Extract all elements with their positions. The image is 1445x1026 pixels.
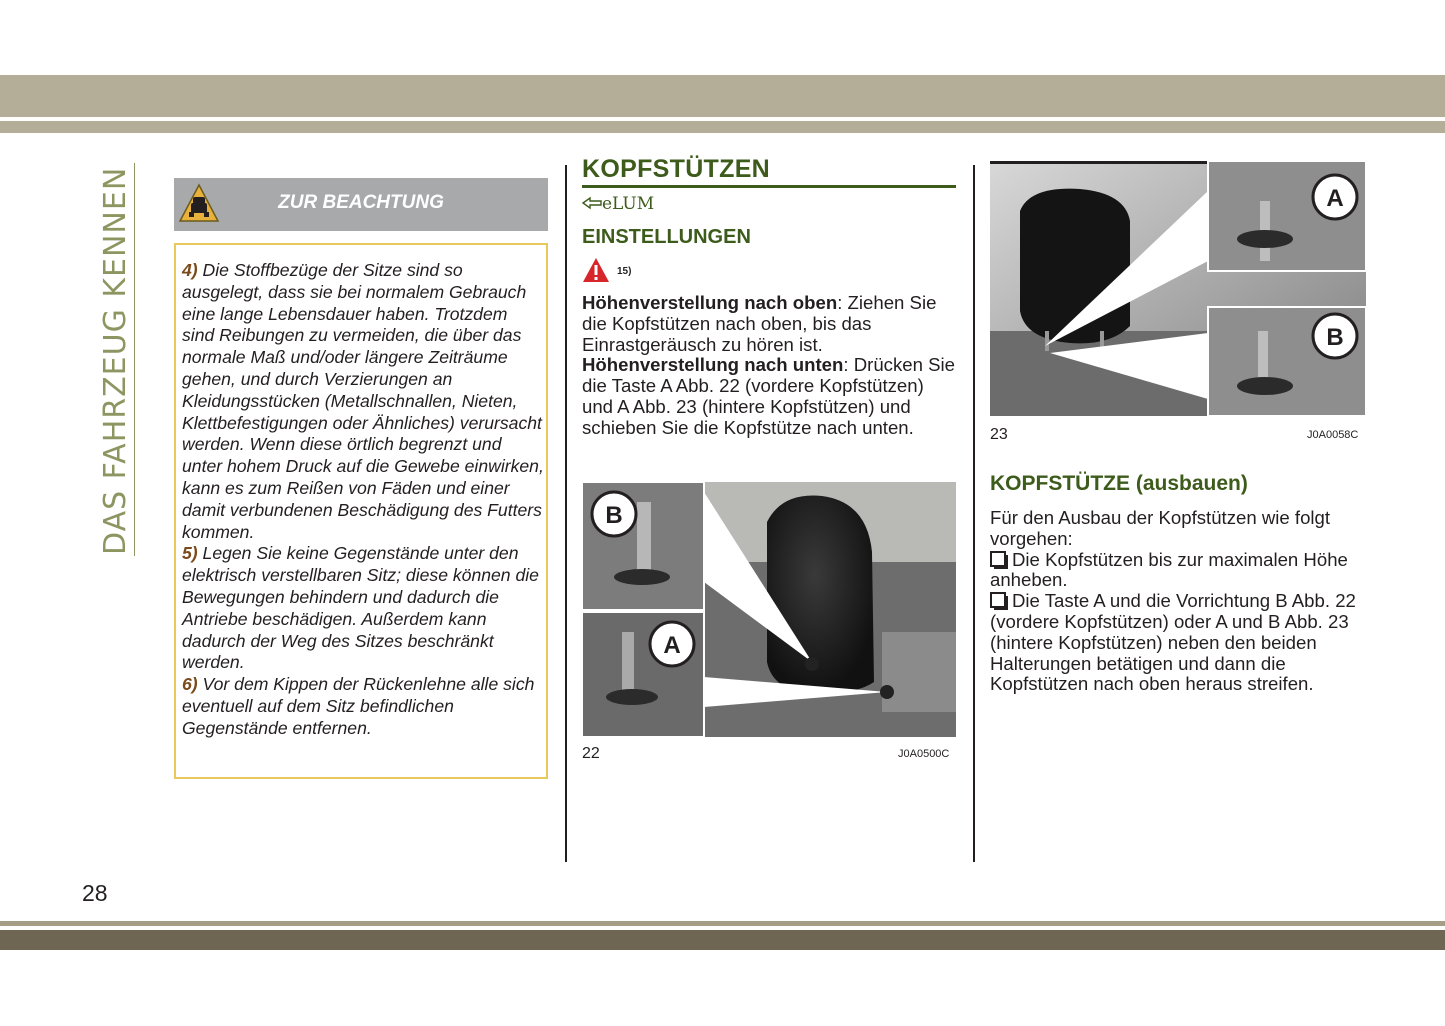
warning-title: ZUR BEACHTUNG [278, 192, 444, 213]
figure-22-photo [582, 482, 956, 737]
warning-text [182, 260, 544, 740]
bottom-band-thin [0, 921, 1445, 926]
checkbox-bullet-icon [990, 551, 1006, 567]
column-divider [565, 165, 567, 862]
figure-23-number: 23 [990, 426, 1008, 443]
paragraph: Höhenverstellung nach oben: Ziehen Sie die Kopfstützen nach oben, bis das Einrastgeräusch zu hören ist. [582, 292, 937, 355]
figure-23-label-a: A [1326, 185, 1344, 212]
subheading: EINSTELLUNGEN [582, 226, 751, 248]
danger-reference: 15) [617, 266, 632, 277]
warning-item: 6) Vor dem Kippen der Rückenlehne alle sich eventuell auf dem Sitz befindlichen Gegenstände entfernen. [182, 674, 535, 738]
section-side-title: DAS FAHRZEUG KENNEN [98, 166, 133, 555]
page-number: 28 [82, 880, 108, 906]
list-item: Die Kopfstützen bis zur maximalen Höhe anheben. [990, 548, 1348, 591]
elum-icon: eLUM [582, 194, 654, 214]
side-rule [134, 163, 135, 556]
list-item: Die Taste A und die Vorrichtung B Abb. 22 (vordere Kopfstützen) oder A und B Abb. 23 (hintere Kopfstützen) neben den beiden Halterungen betätigen und dann die Kopfstützen nach oben heraus streifen. [990, 590, 1356, 695]
figure-22-label-a: A [663, 632, 681, 659]
checkbox-bullet-icon [990, 592, 1006, 608]
adjust-instructions [582, 293, 958, 439]
figure-22-code: J0A0500C [898, 748, 950, 760]
heading-rule [582, 185, 956, 188]
paragraph: Höhenverstellung nach unten: Drücken Sie die Taste A Abb. 22 (vordere Kopfstützen) und A Abb. 23 (hintere Kopfstützen) und schieben Sie die Kopfstütze nach unten. [582, 354, 955, 438]
paragraph: Für den Ausbau der Kopfstützen wie folgt vorgehen: [990, 507, 1331, 549]
section-heading: KOPFSTÜTZEN [582, 155, 771, 183]
figure-22-label-b: B [605, 502, 623, 529]
danger-warning-icon [582, 257, 610, 283]
removal-heading: KOPFSTÜTZE (ausbauen) [990, 472, 1248, 495]
warning-item: 5) Legen Sie keine Gegenstände unter den elektrisch verstellbaren Sitz; diese können die Bewegungen behindern und dadurch die Antriebe beschädigen. Außerdem kann dadurch der Weg des Sitzes beschränkt werden. [182, 543, 539, 673]
warning-header [174, 178, 548, 231]
top-band [0, 75, 1445, 117]
figure-23-label-b: B [1326, 324, 1344, 351]
figure-23-code: J0A0058C [1307, 429, 1359, 441]
figure-22-number: 22 [582, 745, 600, 762]
bottom-band [0, 930, 1445, 950]
warning-item: 4) Die Stoffbezüge der Sitze sind so ausgelegt, dass sie bei normalem Gebrauch eine lange Lebensdauer haben. Trotzdem sind Reibungen zu vermeiden, die über das normale Maß und/oder längere Zeiträume gehen, und durch Verzierungen an Kleidungsstücken (Metallschnallen, Nieten, Klettbefestigungen oder Ähnliches) verursacht werden. Wenn diese örtlich begrenzt und unter hohem Druck auf die Gewebe einwirken, kann es zum Reißen von Fäden und einer damit verbundenen Beschädigung des Futters kommen. [182, 260, 544, 542]
removal-instructions [990, 508, 1370, 695]
top-band-thin [0, 121, 1445, 133]
column-divider [973, 165, 975, 862]
figure-23-photo [990, 161, 1366, 416]
